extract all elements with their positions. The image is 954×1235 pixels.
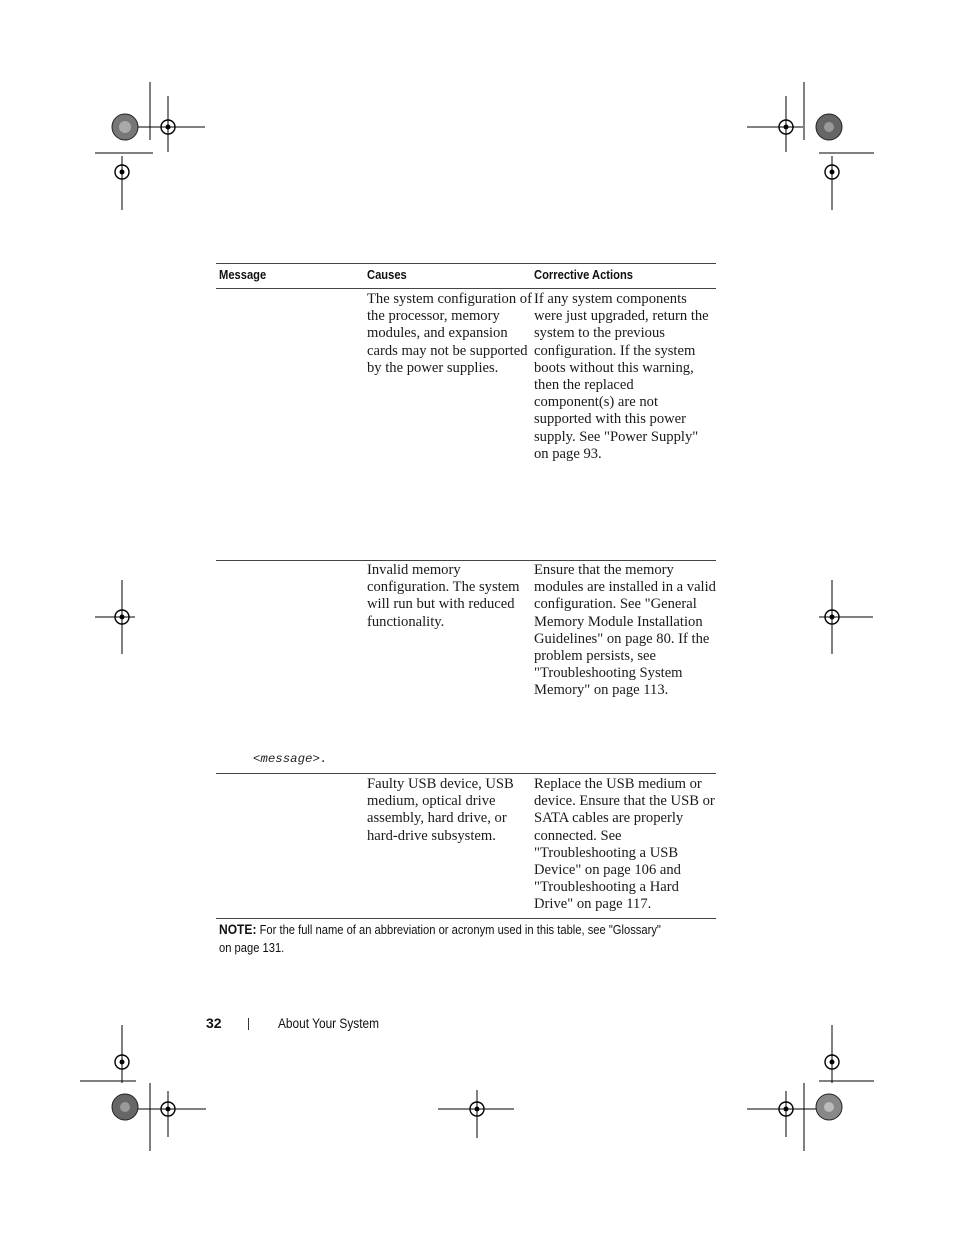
note-label: NOTE: — [219, 921, 257, 937]
column-header-corrective-actions: Corrective Actions — [534, 267, 633, 282]
crop-mark-top-right — [745, 82, 875, 212]
table-row-action: Replace the USB medium or device. Ensure that the USB or SATA cables are properly connected. See "Troubleshooting a USB Device" on page 106 and "Troubleshooting a Hard Drive" on page 117. — [534, 776, 715, 913]
note-text: For the full name of an abbreviation or acronym used in this table, see "Glossary" — [259, 922, 661, 937]
message-fragment: <message>. — [253, 752, 328, 766]
table-top-rule — [216, 263, 716, 264]
page-number: 32 — [206, 1015, 222, 1031]
table-header-rule — [216, 288, 716, 289]
crop-mark-bottom-left — [80, 1025, 210, 1155]
note-text-continued: on page 131. — [219, 940, 285, 955]
section-title: About Your System — [278, 1016, 380, 1031]
crop-mark-bottom-right — [745, 1025, 875, 1155]
table-row-cause: Faulty USB device, USB medium, optical drive assembly, hard drive, or hard-drive subsystem. — [367, 776, 514, 844]
column-header-message: Message — [219, 267, 267, 282]
crop-mark-mid-left — [95, 580, 145, 660]
crop-mark-top-left — [95, 82, 210, 212]
table-row-action: If any system components were just upgraded, return the system to the previous configuration. If the system boots without this warning, then the replaced component(s) are not supported with this power supply. See "Power Supply" on page 93. — [534, 291, 709, 462]
column-header-causes: Causes — [367, 267, 407, 282]
table-row-cause: Invalid memory configuration. The system will run but with reduced functionality. — [367, 562, 520, 630]
table-row-divider — [216, 773, 716, 774]
footer-divider — [248, 1018, 249, 1030]
table-row-cause: The system configuration of the processor, memory modules, and expansion cards may not be supported by the power supplies. — [367, 291, 532, 376]
table-row-divider — [216, 560, 716, 561]
table-row-action: Ensure that the memory modules are installed in a valid configuration. See "General Memory Module Installation Guidelines" on page 80. If the problem persists, see "Troubleshooting System Memory" on page 113. — [534, 562, 716, 699]
crop-mark-bottom-center — [438, 1090, 518, 1140]
table-note — [219, 920, 719, 957]
crop-mark-mid-right — [815, 580, 875, 660]
table-bottom-rule — [216, 918, 716, 919]
